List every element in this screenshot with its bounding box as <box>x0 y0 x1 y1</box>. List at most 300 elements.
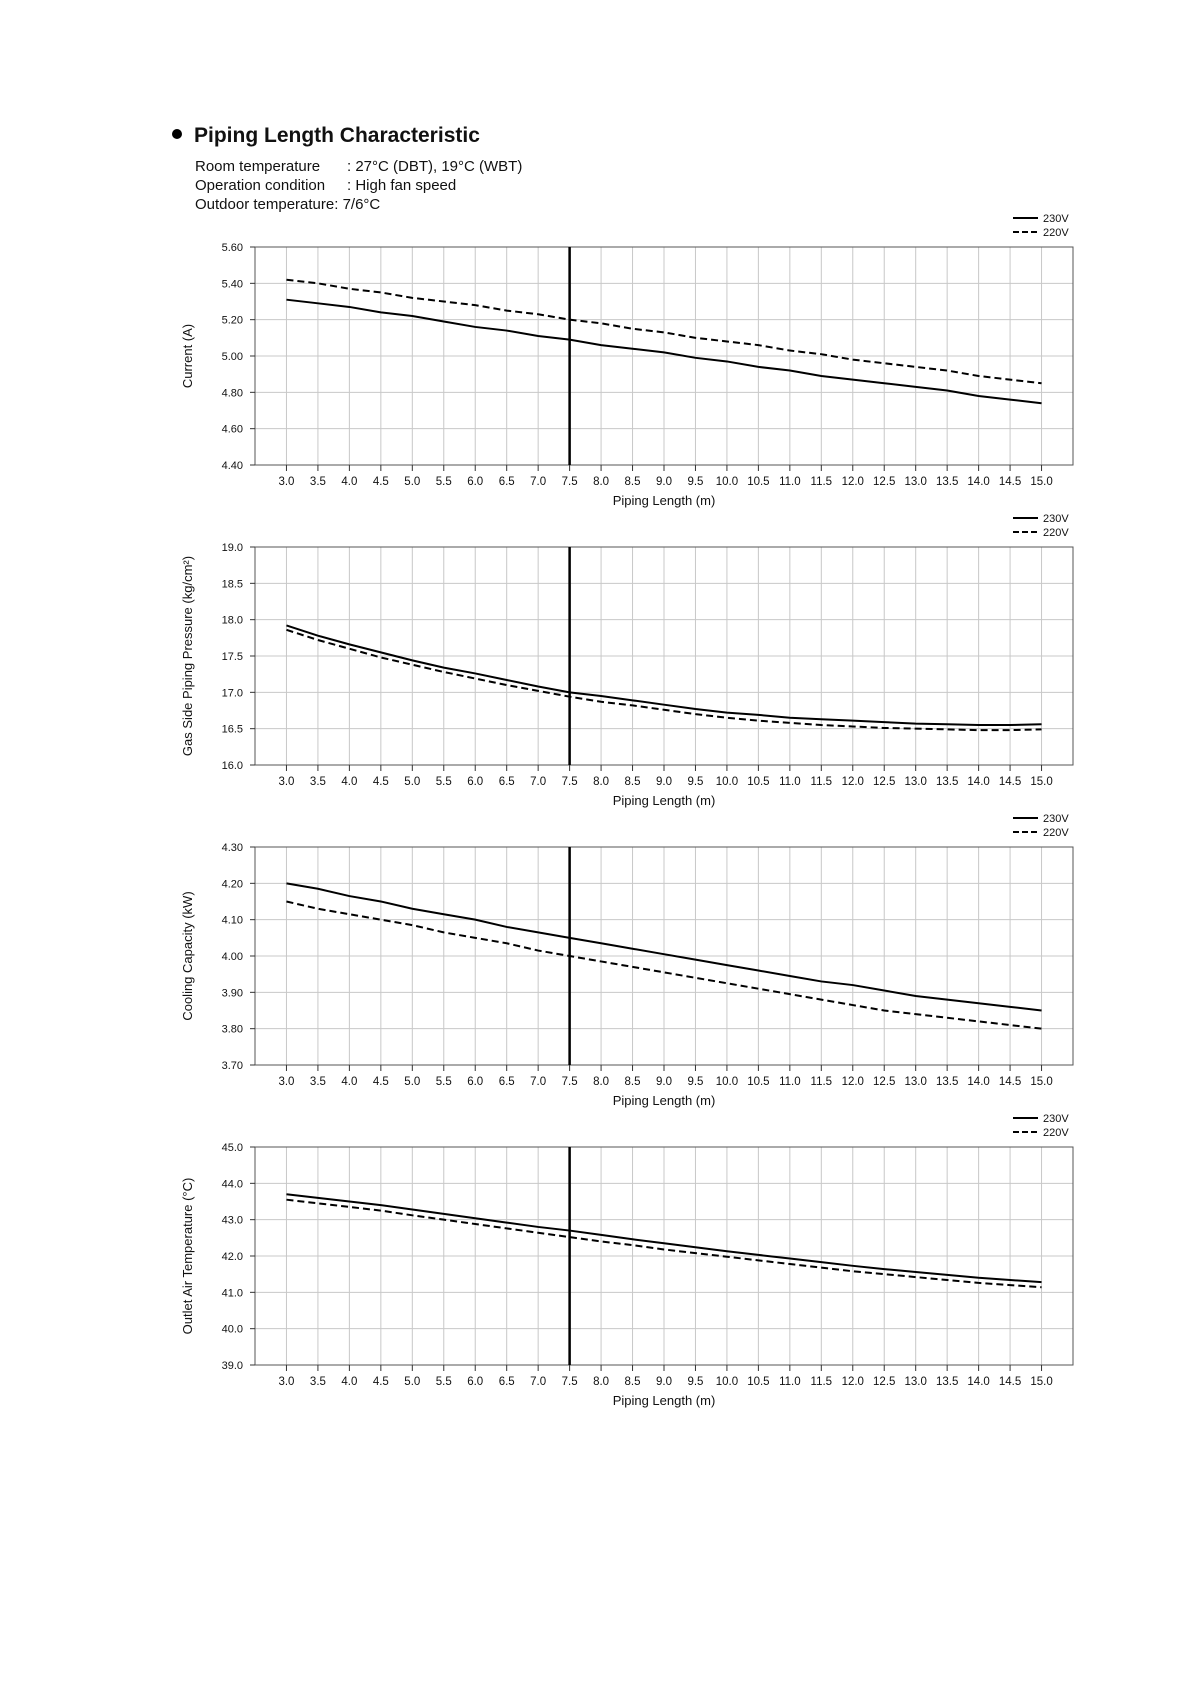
x-tick-label: 11.0 <box>779 476 801 488</box>
legend-label-230v: 230V <box>1043 513 1069 525</box>
data-point-230v <box>632 1238 634 1240</box>
x-tick-label: 7.0 <box>530 1376 547 1388</box>
data-point-230v <box>852 379 854 381</box>
x-tick-label: 10.5 <box>747 476 770 488</box>
x-tick-label: 14.0 <box>967 776 990 788</box>
legend-label-230v: 230V <box>1043 213 1069 225</box>
data-point-230v <box>978 395 980 397</box>
x-tick-label: 6.0 <box>467 1376 484 1388</box>
data-point-220v <box>726 1256 728 1258</box>
data-point-220v <box>789 993 791 995</box>
condition-value: : 27°C (DBT), 19°C (WBT) <box>347 158 523 175</box>
data-point-230v <box>537 931 539 933</box>
data-point-230v <box>443 913 445 915</box>
y-tick-label: 19.0 <box>221 542 243 554</box>
x-tick-label: 13.0 <box>904 776 927 788</box>
data-point-230v <box>474 1217 476 1219</box>
y-tick-label: 42.0 <box>221 1251 243 1263</box>
x-tick-label: 6.5 <box>498 776 515 788</box>
condition-label: Operation condition <box>195 177 326 194</box>
y-tick-label: 4.10 <box>221 914 243 927</box>
data-point-220v <box>474 304 476 306</box>
data-point-220v <box>978 1020 980 1022</box>
data-point-220v <box>600 701 602 703</box>
data-point-230v <box>789 717 791 719</box>
x-tick-label: 3.5 <box>309 1076 326 1088</box>
data-point-230v <box>978 1002 980 1004</box>
y-tick-label: 16.5 <box>221 723 243 736</box>
x-tick-label: 14.0 <box>967 1376 990 1388</box>
y-tick-label: 3.70 <box>221 1060 243 1072</box>
x-tick-label: 12.5 <box>873 1076 896 1088</box>
gas-pressure-chart <box>0 505 1190 808</box>
data-point-230v <box>757 714 759 716</box>
data-point-220v <box>757 1259 759 1261</box>
x-axis-label: Piping Length (m) <box>612 1093 716 1108</box>
x-tick-label: 3.0 <box>278 776 295 788</box>
x-tick-label: 3.5 <box>309 476 326 488</box>
data-point-220v <box>285 279 287 281</box>
y-tick-label: 17.5 <box>221 651 243 663</box>
y-tick-label: 18.5 <box>221 578 243 591</box>
data-point-220v <box>380 1210 382 1212</box>
x-tick-label: 6.5 <box>498 1076 515 1088</box>
data-point-230v <box>317 302 319 304</box>
legend-label-220v: 220V <box>1043 227 1069 239</box>
data-point-220v <box>883 362 885 364</box>
condition-value: : 7/6°C <box>334 196 381 213</box>
x-tick-label: 3.0 <box>278 1076 295 1088</box>
data-point-230v <box>663 1242 665 1244</box>
x-tick-label: 5.0 <box>404 776 421 788</box>
data-point-230v <box>380 651 382 653</box>
data-point-230v <box>946 390 948 392</box>
data-point-220v <box>883 1010 885 1012</box>
data-point-230v <box>348 306 350 308</box>
data-point-220v <box>506 310 508 312</box>
x-tick-label: 8.0 <box>593 776 610 788</box>
y-tick-label: 4.20 <box>221 878 243 891</box>
legend-label-230v: 230V <box>1043 813 1069 825</box>
data-point-220v <box>978 729 980 731</box>
data-point-230v <box>757 1254 759 1256</box>
data-point-230v <box>569 339 571 341</box>
data-point-230v <box>726 1250 728 1252</box>
x-tick-label: 12.0 <box>841 1076 864 1088</box>
y-tick-label: 5.60 <box>221 242 243 254</box>
x-tick-label: 11.0 <box>779 1376 801 1388</box>
data-point-230v <box>852 1265 854 1267</box>
data-point-220v <box>411 924 413 926</box>
data-point-230v <box>569 1230 571 1232</box>
x-tick-label: 13.5 <box>935 776 959 788</box>
data-point-230v <box>317 888 319 890</box>
data-point-230v <box>600 344 602 346</box>
x-tick-label: 5.5 <box>435 1376 452 1388</box>
data-point-220v <box>1009 379 1011 381</box>
data-point-230v <box>537 1226 539 1228</box>
data-point-230v <box>632 948 634 950</box>
data-point-220v <box>411 1214 413 1216</box>
data-point-220v <box>694 713 696 715</box>
data-point-220v <box>443 931 445 933</box>
data-point-230v <box>1041 1281 1043 1283</box>
data-point-220v <box>915 728 917 730</box>
x-tick-label: 11.5 <box>810 1376 833 1388</box>
data-point-220v <box>852 1270 854 1272</box>
x-axis-label: Piping Length (m) <box>612 793 716 808</box>
data-point-230v <box>285 882 287 884</box>
y-tick-label: 41.0 <box>221 1287 243 1300</box>
data-point-230v <box>946 999 948 1001</box>
x-tick-label: 8.0 <box>593 1376 610 1388</box>
x-tick-label: 9.0 <box>656 1376 672 1388</box>
data-point-230v <box>820 718 822 720</box>
x-tick-label: 12.0 <box>841 476 864 488</box>
data-point-220v <box>600 960 602 962</box>
data-point-220v <box>946 728 948 730</box>
data-point-220v <box>820 1267 822 1269</box>
x-tick-label: 8.0 <box>593 476 610 488</box>
x-tick-label: 14.0 <box>967 476 990 488</box>
data-point-220v <box>285 629 287 631</box>
y-tick-label: 4.00 <box>221 951 243 963</box>
condition-label: Outdoor temperature <box>195 196 335 213</box>
data-point-230v <box>820 980 822 982</box>
data-point-230v <box>285 624 287 626</box>
data-point-230v <box>789 975 791 977</box>
data-point-220v <box>883 727 885 729</box>
data-point-220v <box>569 696 571 698</box>
data-point-220v <box>537 950 539 952</box>
data-point-230v <box>883 1268 885 1270</box>
x-tick-label: 10.0 <box>715 1376 739 1388</box>
x-tick-label: 4.5 <box>372 1376 389 1388</box>
data-point-220v <box>1009 1024 1011 1026</box>
x-tick-label: 7.5 <box>561 776 578 788</box>
y-tick-label: 39.0 <box>221 1360 243 1372</box>
data-point-220v <box>946 370 948 372</box>
data-point-230v <box>820 375 822 377</box>
data-point-230v <box>883 721 885 723</box>
data-point-230v <box>506 330 508 332</box>
data-point-230v <box>789 1258 791 1260</box>
legend-label-220v: 220V <box>1043 827 1069 839</box>
data-point-220v <box>632 704 634 706</box>
x-tick-label: 11.0 <box>779 1076 801 1088</box>
legend-label-230v: 230V <box>1043 1113 1069 1125</box>
data-point-230v <box>411 315 413 317</box>
x-tick-label: 9.0 <box>656 776 672 788</box>
x-tick-label: 5.0 <box>404 1376 421 1388</box>
data-point-220v <box>1041 382 1043 384</box>
data-point-230v <box>1009 1006 1011 1008</box>
data-point-220v <box>1041 1286 1043 1288</box>
data-point-230v <box>946 723 948 725</box>
data-point-230v <box>348 643 350 645</box>
x-tick-label: 3.5 <box>309 776 326 788</box>
data-point-220v <box>852 1004 854 1006</box>
data-point-230v <box>411 908 413 910</box>
data-point-220v <box>348 1206 350 1208</box>
data-point-230v <box>883 382 885 384</box>
data-point-220v <box>443 301 445 303</box>
data-point-230v <box>852 720 854 722</box>
condition-room-temperature <box>195 158 522 175</box>
x-tick-label: 4.0 <box>341 476 358 488</box>
data-point-220v <box>443 1219 445 1221</box>
data-point-230v <box>726 712 728 714</box>
bullet-icon <box>172 129 182 139</box>
data-point-220v <box>820 353 822 355</box>
data-point-220v <box>915 1013 917 1015</box>
x-tick-label: 10.5 <box>747 1376 770 1388</box>
y-axis-label: Cooling Capacity (kW) <box>180 891 195 1021</box>
data-point-220v <box>632 328 634 330</box>
data-point-230v <box>380 1204 382 1206</box>
x-tick-label: 15.0 <box>1030 476 1053 488</box>
y-tick-label: 18.0 <box>221 614 243 627</box>
data-point-230v <box>285 299 287 301</box>
data-point-220v <box>694 337 696 339</box>
data-point-220v <box>348 288 350 290</box>
x-tick-label: 10.5 <box>747 1076 770 1088</box>
data-point-230v <box>474 919 476 921</box>
data-point-220v <box>726 340 728 342</box>
data-point-230v <box>380 901 382 903</box>
x-tick-label: 5.5 <box>435 776 452 788</box>
data-point-220v <box>411 297 413 299</box>
y-tick-label: 4.80 <box>221 387 243 400</box>
x-tick-label: 7.5 <box>561 1076 578 1088</box>
x-axis-label: Piping Length (m) <box>612 493 716 508</box>
data-point-220v <box>915 366 917 368</box>
data-point-230v <box>443 320 445 322</box>
data-point-230v <box>1009 1279 1011 1281</box>
data-point-220v <box>757 988 759 990</box>
y-axis-label: Outlet Air Temperature (°C) <box>180 1177 195 1335</box>
x-tick-label: 4.5 <box>372 1076 389 1088</box>
condition-operation <box>195 177 456 194</box>
data-point-220v <box>569 319 571 321</box>
condition-label: Room temperature <box>195 158 321 175</box>
data-point-220v <box>789 350 791 352</box>
x-tick-label: 13.5 <box>935 1376 959 1388</box>
data-point-230v <box>663 704 665 706</box>
data-point-220v <box>411 664 413 666</box>
x-tick-label: 11.5 <box>810 776 833 788</box>
data-point-230v <box>1009 399 1011 401</box>
data-point-220v <box>757 344 759 346</box>
data-point-220v <box>852 359 854 361</box>
data-point-220v <box>569 1236 571 1238</box>
data-point-230v <box>506 679 508 681</box>
data-point-220v <box>506 1227 508 1229</box>
data-point-230v <box>317 635 319 637</box>
data-point-230v <box>978 1277 980 1279</box>
data-point-220v <box>820 724 822 726</box>
x-tick-label: 4.5 <box>372 476 389 488</box>
data-point-220v <box>1041 1028 1043 1030</box>
x-tick-label: 8.5 <box>624 1376 641 1388</box>
x-tick-label: 12.0 <box>841 776 864 788</box>
data-point-220v <box>978 1282 980 1284</box>
data-point-230v <box>474 326 476 328</box>
y-tick-label: 16.0 <box>221 760 243 772</box>
data-point-230v <box>726 964 728 966</box>
y-axis-label: Gas Side Piping Pressure (kg/cm²) <box>180 555 195 757</box>
x-tick-label: 11.5 <box>810 476 833 488</box>
data-point-230v <box>883 990 885 992</box>
data-point-230v <box>1041 1010 1043 1012</box>
data-point-230v <box>348 895 350 897</box>
x-tick-label: 7.0 <box>530 776 547 788</box>
x-tick-label: 5.0 <box>404 476 421 488</box>
x-tick-label: 15.0 <box>1030 1076 1053 1088</box>
x-tick-label: 5.0 <box>404 1076 421 1088</box>
x-tick-label: 9.5 <box>687 776 704 788</box>
y-tick-label: 43.0 <box>221 1214 243 1227</box>
data-point-220v <box>663 971 665 973</box>
y-tick-label: 5.20 <box>221 314 243 327</box>
data-point-220v <box>789 1263 791 1265</box>
data-point-220v <box>789 722 791 724</box>
data-point-230v <box>380 311 382 313</box>
data-point-230v <box>663 351 665 353</box>
x-tick-label: 10.0 <box>715 476 739 488</box>
data-point-220v <box>600 1240 602 1242</box>
data-point-230v <box>600 695 602 697</box>
data-point-220v <box>978 375 980 377</box>
x-tick-label: 4.0 <box>341 1376 358 1388</box>
data-point-230v <box>726 360 728 362</box>
data-point-220v <box>1041 728 1043 730</box>
data-point-230v <box>537 686 539 688</box>
data-point-230v <box>632 348 634 350</box>
data-point-230v <box>569 937 571 939</box>
x-tick-label: 9.0 <box>656 1076 672 1088</box>
y-tick-label: 5.00 <box>221 351 243 363</box>
data-point-230v <box>757 366 759 368</box>
x-tick-label: 9.5 <box>687 1076 704 1088</box>
x-tick-label: 12.5 <box>873 476 896 488</box>
x-tick-label: 13.5 <box>935 476 959 488</box>
x-tick-label: 8.5 <box>624 476 641 488</box>
data-point-230v <box>411 659 413 661</box>
data-point-220v <box>537 1232 539 1234</box>
data-point-220v <box>569 955 571 957</box>
data-point-220v <box>632 966 634 968</box>
y-tick-label: 44.0 <box>221 1178 243 1191</box>
data-point-220v <box>285 1199 287 1201</box>
data-point-230v <box>946 1274 948 1276</box>
data-point-220v <box>474 678 476 680</box>
x-tick-label: 7.0 <box>530 1076 547 1088</box>
data-point-220v <box>348 913 350 915</box>
data-point-230v <box>1041 723 1043 725</box>
data-point-230v <box>1009 724 1011 726</box>
data-point-220v <box>1009 1284 1011 1286</box>
x-tick-label: 6.0 <box>467 776 484 788</box>
x-tick-label: 14.5 <box>998 476 1022 488</box>
x-tick-label: 10.5 <box>747 776 770 788</box>
data-point-230v <box>978 724 980 726</box>
x-tick-label: 13.5 <box>935 1076 959 1088</box>
x-tick-label: 4.0 <box>341 1076 358 1088</box>
x-axis-label: Piping Length (m) <box>612 1393 716 1408</box>
data-point-230v <box>600 942 602 944</box>
data-point-220v <box>285 901 287 903</box>
data-point-230v <box>506 1222 508 1224</box>
data-point-220v <box>348 648 350 650</box>
y-tick-label: 3.80 <box>221 1023 243 1036</box>
legend-label-220v: 220V <box>1043 1127 1069 1139</box>
y-tick-label: 4.30 <box>221 842 243 854</box>
data-point-230v <box>348 1201 350 1203</box>
x-tick-label: 14.5 <box>998 1076 1022 1088</box>
x-tick-label: 8.5 <box>624 1076 641 1088</box>
data-point-230v <box>694 357 696 359</box>
data-point-230v <box>663 953 665 955</box>
x-tick-label: 10.0 <box>715 1076 739 1088</box>
data-point-220v <box>1009 729 1011 731</box>
data-point-230v <box>443 667 445 669</box>
condition-value: : High fan speed <box>347 177 457 194</box>
data-point-230v <box>694 1246 696 1248</box>
x-tick-label: 5.5 <box>435 476 452 488</box>
data-point-220v <box>537 690 539 692</box>
x-tick-label: 7.5 <box>561 476 578 488</box>
y-tick-label: 40.0 <box>221 1323 243 1336</box>
x-tick-label: 6.5 <box>498 476 515 488</box>
data-point-220v <box>317 639 319 641</box>
data-point-220v <box>506 942 508 944</box>
data-point-220v <box>946 1279 948 1281</box>
data-point-230v <box>915 995 917 997</box>
x-tick-label: 8.5 <box>624 776 641 788</box>
x-tick-label: 4.5 <box>372 776 389 788</box>
data-point-230v <box>852 984 854 986</box>
x-tick-label: 9.5 <box>687 476 704 488</box>
data-point-220v <box>757 720 759 722</box>
data-point-230v <box>632 699 634 701</box>
x-tick-label: 11.5 <box>810 1076 833 1088</box>
y-tick-label: 5.40 <box>221 278 243 291</box>
x-tick-label: 3.5 <box>309 1376 326 1388</box>
x-tick-label: 11.0 <box>779 776 801 788</box>
data-point-220v <box>380 656 382 658</box>
data-point-230v <box>694 708 696 710</box>
x-tick-label: 13.0 <box>904 1376 927 1388</box>
data-point-220v <box>600 322 602 324</box>
current-chart <box>0 205 1190 508</box>
data-point-230v <box>1041 402 1043 404</box>
x-tick-label: 15.0 <box>1030 1376 1053 1388</box>
data-point-230v <box>317 1197 319 1199</box>
x-tick-label: 7.5 <box>561 1376 578 1388</box>
x-tick-label: 14.5 <box>998 776 1022 788</box>
data-point-220v <box>694 977 696 979</box>
y-tick-label: 3.90 <box>221 987 243 1000</box>
data-point-230v <box>757 970 759 972</box>
heading-text: Piping Length Characteristic <box>194 124 480 147</box>
cooling-capacity-chart <box>0 805 1190 1108</box>
data-point-220v <box>317 1202 319 1204</box>
x-tick-label: 14.0 <box>967 1076 990 1088</box>
data-point-220v <box>474 937 476 939</box>
y-tick-label: 4.40 <box>221 460 243 472</box>
x-tick-label: 3.0 <box>278 1376 295 1388</box>
